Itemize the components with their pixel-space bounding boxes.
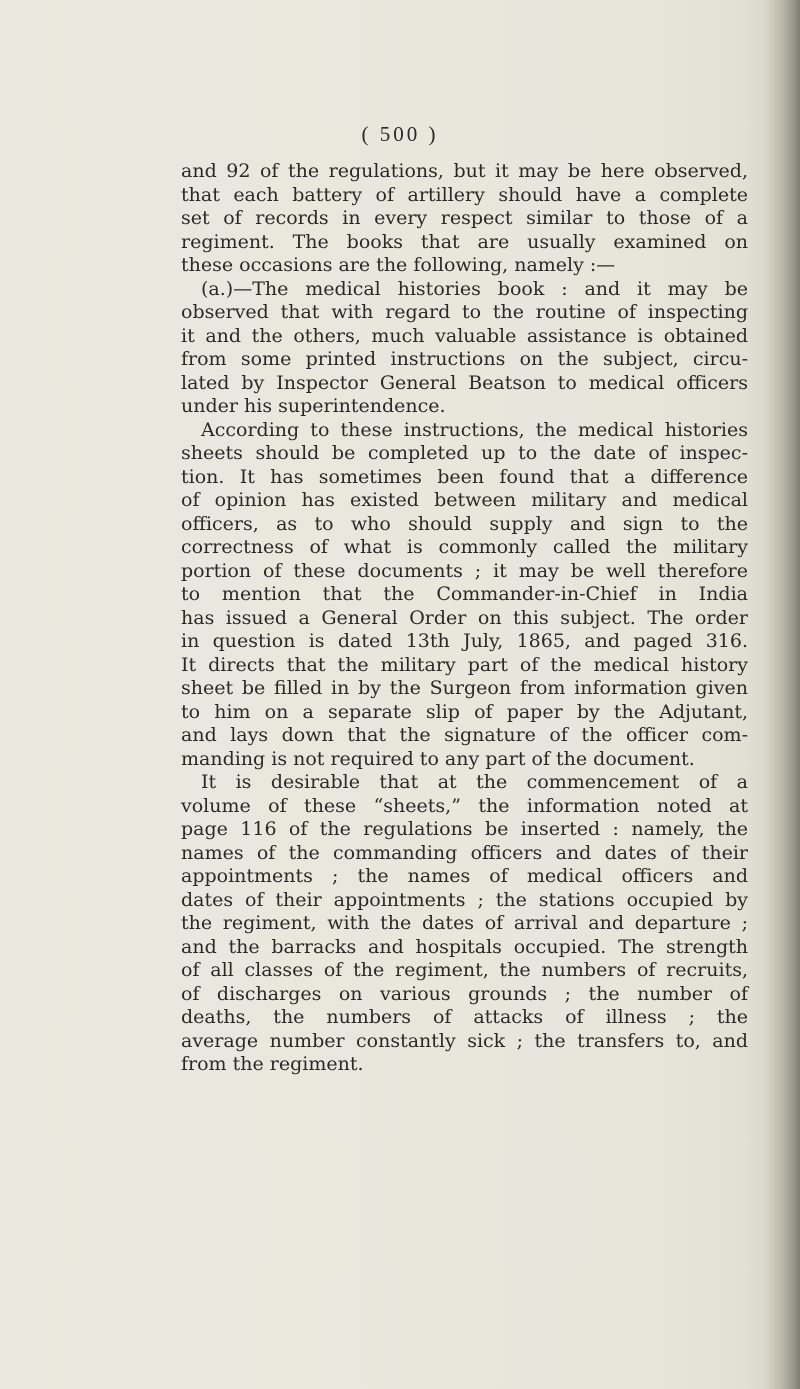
text-line: average number constantly sick ; the transfers to, and: [181, 1029, 748, 1052]
text-line: to him on a separate slip of paper by the Adjutant,: [181, 700, 748, 723]
text-line: It is desirable that at the commencement of a: [201, 771, 748, 793]
text-line: under his superintendence.: [181, 395, 446, 417]
text-line: of opinion has existed between military and medical: [181, 489, 748, 511]
text-line: it and the others, much valuable assistance is obtained: [181, 324, 748, 347]
text-line: It directs that the military part of the medical history: [181, 653, 748, 676]
text-line: officers, as to who should supply and sign to the: [181, 512, 748, 535]
text-line: dates of their appointments ; the stations occupied by: [181, 888, 748, 911]
text-line: from the regiment.: [181, 1053, 364, 1075]
text-line: observed that with regard to the routine of inspecting: [181, 301, 748, 323]
text-line: set of records in every respect similar to those of a: [181, 207, 748, 229]
page-binding-shadow: [766, 0, 800, 1389]
text-line: manding is not required to any part of the document.: [181, 747, 695, 770]
text-line: portion of these documents ; it may be well therefore: [181, 559, 748, 582]
text-line: correctness of what is commonly called the military: [181, 536, 748, 558]
text-line: sheets should be completed up to the date of inspec-: [181, 442, 748, 464]
text-line: sheet be filled in by the Surgeon from information given: [181, 677, 748, 699]
text-line: and lays down that the signature of the officer com-: [181, 724, 748, 746]
text-line: tion. It has sometimes been found that a difference: [181, 465, 748, 488]
text-line: (a.)—The medical histories book : and it may be: [201, 277, 748, 300]
text-line: from some printed instructions on the subject, circu-: [181, 348, 748, 370]
text-line: that each battery of artillery should have a complete: [181, 183, 748, 206]
text-line: appointments ; the names of medical officers and: [181, 865, 748, 887]
text-line: these occasions are the following, namely :—: [181, 254, 616, 276]
text-line: volume of these “sheets,” the information noted at: [181, 794, 748, 817]
page-number: ( 500 ): [361, 122, 439, 146]
text-line: of discharges on various grounds ; the number of: [181, 982, 748, 1005]
text-line: to mention that the Commander-in-Chief in India: [181, 583, 748, 605]
text-line: the regiment, with the dates of arrival and departure ;: [181, 912, 748, 934]
text-line: lated by Inspector General Beatson to medical officers: [181, 371, 748, 394]
text-line: names of the commanding officers and dates of their: [181, 841, 748, 864]
text-line: According to these instructions, the medical histories: [201, 418, 748, 441]
text-line: in question is dated 13th July, 1865, and paged 316.: [181, 630, 748, 652]
text-line: page 116 of the regulations be inserted : namely, the: [181, 818, 748, 840]
text-line: regiment. The books that are usually examined on: [181, 230, 748, 253]
text-line: deaths, the numbers of attacks of illness ; the: [181, 1006, 748, 1028]
body-text: [181, 160, 748, 1077]
text-line: and the barracks and hospitals occupied. The strength: [181, 935, 748, 958]
text-line: of all classes of the regiment, the numbers of recruits,: [181, 959, 748, 981]
text-line: has issued a General Order on this subject. The order: [181, 606, 748, 629]
text-line: and 92 of the regulations, but it may be here observed,: [181, 160, 748, 182]
